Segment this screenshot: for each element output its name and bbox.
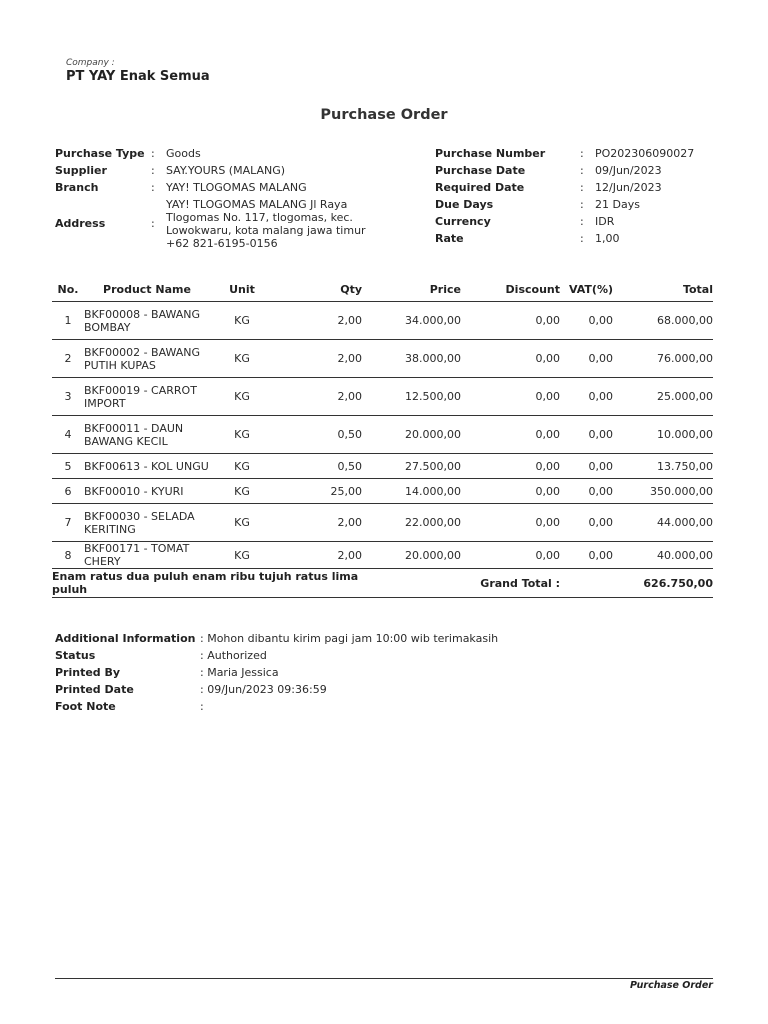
- cell-product: BKF00002 - BAWANG PUTIH KUPAS: [84, 340, 210, 378]
- info-label: Purchase Number: [435, 147, 546, 160]
- additional-label: Printed Date: [55, 683, 134, 696]
- cell-no: 4: [52, 416, 84, 454]
- cell-qty: 2,00: [274, 302, 362, 340]
- cell-discount: 0,00: [461, 340, 560, 378]
- additional-row: [55, 683, 655, 700]
- info-label: Due Days: [435, 198, 494, 211]
- additional-value: : Maria Jessica: [200, 666, 279, 679]
- cell-discount: 0,00: [461, 454, 560, 479]
- cell-total: 76.000,00: [613, 340, 713, 378]
- col-header-price: Price: [362, 279, 461, 302]
- additional-row: [55, 700, 655, 717]
- info-label: Purchase Date: [435, 164, 526, 177]
- table-row: [52, 479, 713, 504]
- items-table: [52, 279, 713, 598]
- info-value: YAY! TLOGOMAS MALANG: [166, 181, 307, 194]
- amount-in-words: Enam ratus dua puluh enam ribu tujuh ratus lima puluh: [52, 569, 362, 598]
- info-value: 1,00: [595, 232, 620, 245]
- table-row: [52, 454, 713, 479]
- cell-no: 5: [52, 454, 84, 479]
- cell-vat: 0,00: [560, 416, 613, 454]
- table-row: [52, 542, 713, 569]
- footer-title: Purchase Order: [630, 980, 713, 991]
- cell-product: BKF00011 - DAUN BAWANG KECIL: [84, 416, 210, 454]
- info-value: IDR: [595, 215, 615, 228]
- info-value: 21 Days: [595, 198, 640, 211]
- additional-row: [55, 632, 655, 649]
- additional-value: :: [200, 700, 204, 713]
- cell-price: 20.000,00: [362, 416, 461, 454]
- cell-vat: 0,00: [560, 504, 613, 542]
- additional-row: [55, 666, 655, 683]
- info-row-purchase-number: [435, 147, 735, 164]
- info-value: PO202306090027: [595, 147, 695, 160]
- info-row-due-days: [435, 198, 735, 215]
- col-header-no: No.: [52, 279, 84, 302]
- grand-total-value: 626.750,00: [613, 569, 713, 598]
- info-colon: :: [580, 164, 584, 177]
- info-colon: :: [151, 181, 155, 194]
- cell-no: 8: [52, 542, 84, 569]
- cell-price: 27.500,00: [362, 454, 461, 479]
- additional-value: : Mohon dibantu kirim pagi jam 10:00 wib terimakasih: [200, 632, 499, 645]
- cell-discount: 0,00: [461, 378, 560, 416]
- company-name: PT YAY Enak Semua: [66, 69, 210, 84]
- info-colon: :: [580, 147, 584, 160]
- info-row-rate: [435, 232, 735, 249]
- table-row: [52, 378, 713, 416]
- info-row-purchase-date: [435, 164, 735, 181]
- grand-total-row: [52, 569, 713, 598]
- additional-label: Foot Note: [55, 700, 116, 713]
- cell-product: BKF00008 - BAWANG BOMBAY: [84, 302, 210, 340]
- cell-total: 10.000,00: [613, 416, 713, 454]
- info-value: 12/Jun/2023: [595, 181, 662, 194]
- cell-product: BKF00613 - KOL UNGU: [84, 454, 210, 479]
- cell-total: 68.000,00: [613, 302, 713, 340]
- cell-price: 14.000,00: [362, 479, 461, 504]
- cell-no: 1: [52, 302, 84, 340]
- cell-total: 350.000,00: [613, 479, 713, 504]
- cell-total: 44.000,00: [613, 504, 713, 542]
- info-row-required-date: [435, 181, 735, 198]
- cell-qty: 0,50: [274, 454, 362, 479]
- cell-discount: 0,00: [461, 302, 560, 340]
- footer-divider: [55, 978, 713, 979]
- cell-unit: KG: [210, 416, 274, 454]
- grand-total-label: Grand Total :: [362, 569, 560, 598]
- cell-unit: KG: [210, 340, 274, 378]
- info-colon: :: [580, 181, 584, 194]
- info-colon: :: [580, 232, 584, 245]
- cell-vat: 0,00: [560, 340, 613, 378]
- table-row: [52, 416, 713, 454]
- additional-label: Status: [55, 649, 96, 662]
- cell-no: 7: [52, 504, 84, 542]
- cell-qty: 2,00: [274, 542, 362, 569]
- additional-value: : Authorized: [200, 649, 267, 662]
- info-colon: :: [151, 217, 155, 230]
- cell-unit: KG: [210, 378, 274, 416]
- cell-product: BKF00010 - KYURI: [84, 479, 210, 504]
- table-row: [52, 340, 713, 378]
- cell-product: BKF00030 - SELADA KERITING: [84, 504, 210, 542]
- cell-unit: KG: [210, 479, 274, 504]
- cell-price: 22.000,00: [362, 504, 461, 542]
- cell-unit: KG: [210, 504, 274, 542]
- cell-total: 25.000,00: [613, 378, 713, 416]
- info-colon: :: [151, 164, 155, 177]
- additional-info: [55, 632, 655, 717]
- order-info-right: [435, 147, 735, 249]
- cell-price: 20.000,00: [362, 542, 461, 569]
- cell-discount: 0,00: [461, 542, 560, 569]
- col-header-qty: Qty: [274, 279, 362, 302]
- info-row-address: [55, 198, 395, 250]
- cell-total: 13.750,00: [613, 454, 713, 479]
- address-value: YAY! TLOGOMAS MALANG Jl Raya Tlogomas No. 117, tlogomas, kec. Lowokwaru, kota malang jawa timur +62 821-6195-0156: [166, 198, 366, 250]
- additional-label: Printed By: [55, 666, 121, 679]
- cell-qty: 0,50: [274, 416, 362, 454]
- cell-discount: 0,00: [461, 416, 560, 454]
- cell-no: 3: [52, 378, 84, 416]
- cell-vat: 0,00: [560, 378, 613, 416]
- additional-label: Additional Information: [55, 632, 196, 645]
- info-label: Address: [55, 217, 106, 230]
- col-header-vat: VAT(%): [560, 279, 613, 302]
- table-header-row: [52, 279, 713, 302]
- cell-no: 6: [52, 479, 84, 504]
- cell-qty: 2,00: [274, 378, 362, 416]
- cell-qty: 2,00: [274, 340, 362, 378]
- company-label: Company :: [66, 58, 115, 68]
- order-info-left: [55, 147, 395, 250]
- additional-row: [55, 649, 655, 666]
- cell-price: 12.500,00: [362, 378, 461, 416]
- cell-qty: 25,00: [274, 479, 362, 504]
- cell-vat: 0,00: [560, 479, 613, 504]
- cell-total: 40.000,00: [613, 542, 713, 569]
- info-colon: :: [151, 147, 155, 160]
- info-label: Rate: [435, 232, 464, 245]
- info-row-purchase-type: [55, 147, 395, 164]
- cell-qty: 2,00: [274, 504, 362, 542]
- cell-discount: 0,00: [461, 479, 560, 504]
- cell-price: 38.000,00: [362, 340, 461, 378]
- info-row-currency: [435, 215, 735, 232]
- table-row: [52, 302, 713, 340]
- col-header-discount: Discount: [461, 279, 560, 302]
- info-label: Branch: [55, 181, 99, 194]
- page-title: Purchase Order: [320, 107, 448, 123]
- info-label: Supplier: [55, 164, 107, 177]
- cell-unit: KG: [210, 454, 274, 479]
- cell-no: 2: [52, 340, 84, 378]
- additional-value: : 09/Jun/2023 09:36:59: [200, 683, 327, 696]
- cell-vat: 0,00: [560, 454, 613, 479]
- cell-discount: 0,00: [461, 504, 560, 542]
- info-row-supplier: [55, 164, 395, 181]
- cell-vat: 0,00: [560, 302, 613, 340]
- info-row-branch: [55, 181, 395, 198]
- cell-price: 34.000,00: [362, 302, 461, 340]
- col-header-unit: Unit: [210, 279, 274, 302]
- info-value: Goods: [166, 147, 201, 160]
- cell-product: BKF00171 - TOMAT CHERY: [84, 542, 210, 569]
- info-value: SAY.YOURS (MALANG): [166, 164, 286, 177]
- col-header-total: Total: [613, 279, 713, 302]
- info-colon: :: [580, 215, 584, 228]
- cell-unit: KG: [210, 542, 274, 569]
- info-value: 09/Jun/2023: [595, 164, 662, 177]
- info-label: Purchase Type: [55, 147, 145, 160]
- cell-unit: KG: [210, 302, 274, 340]
- info-label: Currency: [435, 215, 491, 228]
- table-row: [52, 504, 713, 542]
- cell-vat: 0,00: [560, 542, 613, 569]
- info-colon: :: [580, 198, 584, 211]
- cell-product: BKF00019 - CARROT IMPORT: [84, 378, 210, 416]
- info-label: Required Date: [435, 181, 525, 194]
- col-header-product: Product Name: [84, 279, 210, 302]
